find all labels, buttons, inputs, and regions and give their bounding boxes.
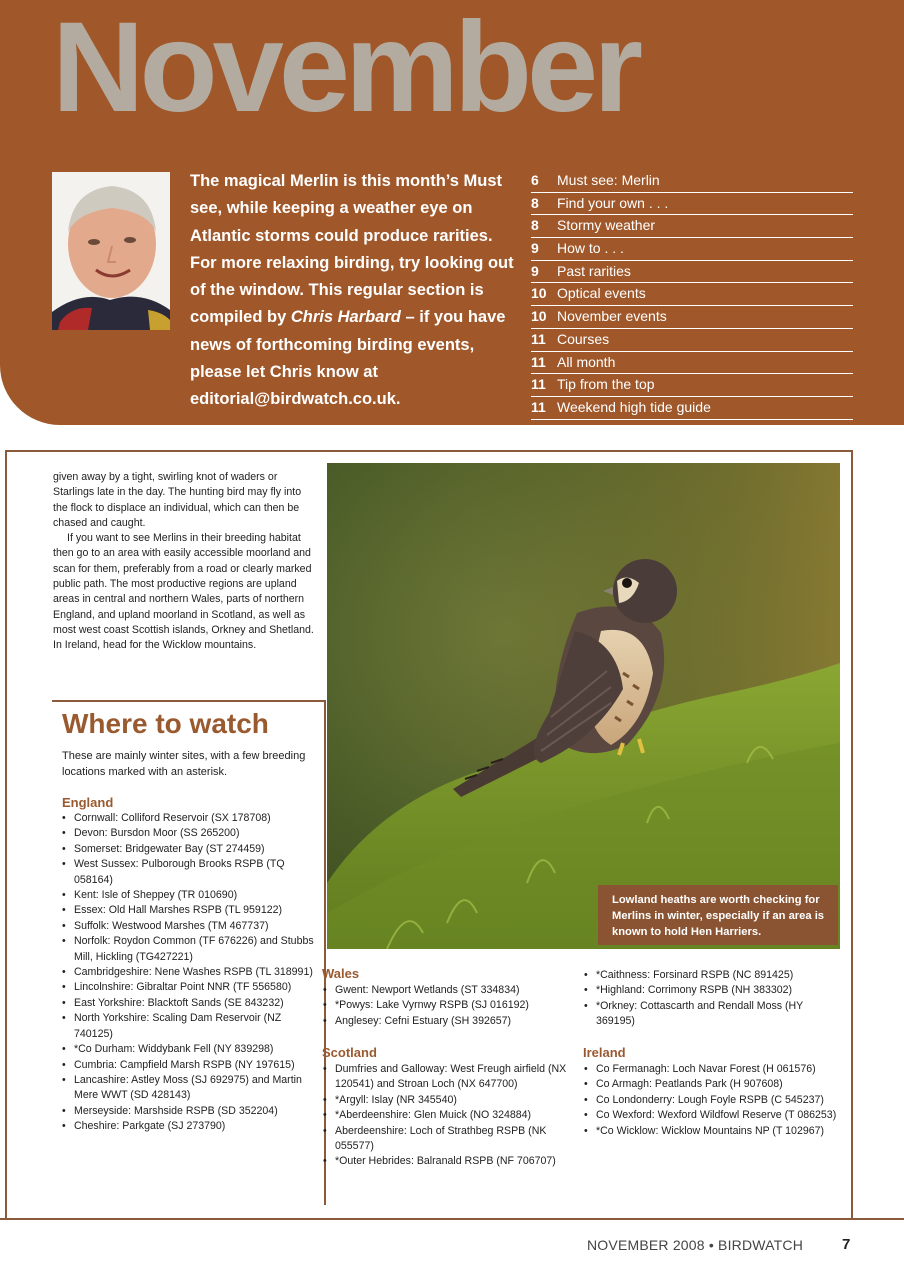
wales-site-list [322,983,577,1029]
list-item: • Co Armagh: Peatlands Park (H 907608) [583,1077,838,1092]
list-item: • *Co Durham: Widdybank Fell (NY 839298) [61,1042,319,1057]
region-heading-wales: Wales [322,966,360,981]
list-item: • Cornwall: Colliford Reservoir (SX 178708) [61,811,319,826]
where-to-watch-intro: These are mainly winter sites, with a few breeding locations marked with an asterisk. [62,750,306,778]
toc-page: 10 [531,285,547,302]
list-item: • *Aberdeenshire: Glen Muick (NO 324884) [322,1108,580,1123]
list-item: • Norfolk: Roydon Common (TF 676226) and Stubbs Mill, Hickling (TG427221) [61,934,319,965]
list-item: • Gwent: Newport Wetlands (ST 334834) [322,983,577,998]
toc-label: Tip from the top [557,376,655,393]
toc-label: Optical events [557,285,646,302]
list-item: • Kent: Isle of Sheppey (TR 010690) [61,888,319,903]
list-item: • Lancashire: Astley Moss (SJ 692975) and Martin Mere WWT (SD 428143) [61,1073,319,1104]
toc-item[interactable] [531,397,853,420]
page-folio: NOVEMBER 2008 • BIRDWATCH [587,1237,804,1253]
toc-label: How to . . . [557,240,624,257]
list-item: • *Outer Hebrides: Balranald RSPB (NF 706707) [322,1154,580,1169]
toc-label: Find your own . . . [557,194,669,211]
toc-page: 9 [531,240,539,257]
list-item: • Anglesey: Cefni Estuary (SH 392657) [322,1014,577,1029]
toc-label: Must see: Merlin [557,172,660,188]
list-item: • Somerset: Bridgewater Bay (ST 274459) [61,842,319,857]
list-item: • Dumfries and Galloway: West Freugh airfield (NX 120541) and Stroan Loch (NX 647700) [322,1062,580,1093]
toc-item[interactable] [531,352,853,375]
region-heading-scotland: Scotland [322,1045,377,1060]
list-item: • Cheshire: Parkgate (SJ 273790) [61,1119,319,1134]
toc-page: 11 [531,398,546,415]
list-item: • *Powys: Lake Vyrnwy RSPB (SJ 016192) [322,998,577,1013]
scotland-site-list-continued [583,968,838,1030]
list-item: • Aberdeenshire: Loch of Strathbeg RSPB (NK 055577) [322,1124,580,1155]
region-heading-ireland: Ireland [583,1045,626,1060]
toc-item[interactable] [531,283,853,306]
list-item: • Co Londonderry: Lough Foyle RSPB (C 545237) [583,1093,838,1108]
intro-text [190,168,520,414]
list-item: • Suffolk: Westwood Marshes (TM 467737) [61,919,319,934]
merlin-photo-image [327,463,840,949]
article-paragraph: given away by a tight, swirling knot of waders or Starlings late in the day. The hunting bird may fly into the flock to displace an individual, which can then be chased and caught. [53,471,302,529]
toc-page: 8 [531,217,539,234]
toc-item[interactable] [531,215,853,238]
content-frame-left [5,450,53,1220]
list-item: • Essex: Old Hall Marshes RSPB (TL 959122) [61,903,319,918]
intro-part1: The magical Merlin is this month’s Must see, while keeping a weather eye on Atlantic storms could produce rarities. For more relaxing birding, try looking out of the window. This regular section is compiled by [190,172,514,327]
list-item: • Cumbria: Campfield Marsh RSPB (NY 197615) [61,1058,319,1073]
toc-page: 11 [531,330,546,347]
article-body [53,470,315,654]
ireland-site-list [583,1062,838,1139]
toc-item[interactable] [531,238,853,261]
england-site-list [61,811,319,1135]
toc-page: 11 [531,376,546,393]
toc-item[interactable] [531,374,853,397]
toc-item[interactable] [531,193,853,216]
list-item: • Devon: Bursdon Moor (SS 265200) [61,826,319,841]
intro-part2: – if you have news of forthcoming birding events, please let Chris know at editorial@birdwatch.co.uk. [190,308,506,409]
list-item: • *Argyll: Islay (NR 345540) [322,1093,580,1108]
toc-label: Courses [557,330,610,347]
list-item: • Co Wexford: Wexford Wildfowl Reserve (T 086253) [583,1108,838,1123]
bottom-divider [0,1218,904,1220]
toc-page: 11 [531,353,546,370]
toc-label: November events [557,308,667,325]
toc-label: Stormy weather [557,217,656,234]
merlin-photo [327,463,840,949]
contents-list [531,170,853,420]
toc-label: All month [557,353,616,370]
region-heading-england: England [62,795,114,810]
list-item: • *Co Wicklow: Wicklow Mountains NP (T 102967) [583,1124,838,1139]
page-title: November [52,0,638,139]
list-item: • Lincolnshire: Gibraltar Point NNR (TF 556580) [61,980,319,995]
toc-page: 10 [531,308,547,325]
toc-item[interactable] [531,329,853,352]
list-item: • Co Fermanagh: Loch Navar Forest (H 061576) [583,1062,838,1077]
photo-caption: Lowland heaths are worth checking for Merlins in winter, especially if an area is known to hold Hen Harriers. [598,885,838,945]
toc-item[interactable] [531,261,853,284]
toc-page: 8 [531,194,539,211]
page-number: 7 [842,1236,851,1253]
list-item: • *Caithness: Forsinard RSPB (NC 891425) [583,968,838,983]
list-item: • East Yorkshire: Blacktoft Sands (SE 843232) [61,996,319,1011]
list-item: • West Sussex: Pulborough Brooks RSPB (TQ 058164) [61,857,319,888]
scotland-site-list [322,1062,580,1170]
toc-label: Weekend high tide guide [557,398,711,415]
intro-author: Chris Harbard [290,308,401,327]
toc-label: Past rarities [557,262,631,279]
article-paragraph: If you want to see Merlins in their breeding habitat then go to an area with easily accessible moorland and scan for them, preferably from a road or clearly marked public path. The most productive regions are upland areas in central and northern Wales, parts of northern England, and upland moorland in Scotland, as well as most west coast Scottish islands, Orkney and Shetland. In Ireland, head for the Wicklow mountains. [53,532,314,652]
where-to-watch-title: Where to watch [62,708,269,739]
author-photo [52,172,170,330]
list-item: • *Orkney: Cottascarth and Rendall Moss (HY 369195) [583,999,838,1030]
toc-item[interactable] [531,170,853,193]
list-item: • Cambridgeshire: Nene Washes RSPB (TL 318991) [61,965,319,980]
list-item: • North Yorkshire: Scaling Dam Reservoir (NZ 740125) [61,1011,319,1042]
list-item: • *Highland: Corrimony RSPB (NH 383302) [583,983,838,998]
toc-item[interactable] [531,306,853,329]
author-portrait-image [52,172,170,330]
toc-page: 6 [531,172,539,188]
list-item: • Merseyside: Marshside RSPB (SD 352204) [61,1104,319,1119]
toc-page: 9 [531,262,539,279]
